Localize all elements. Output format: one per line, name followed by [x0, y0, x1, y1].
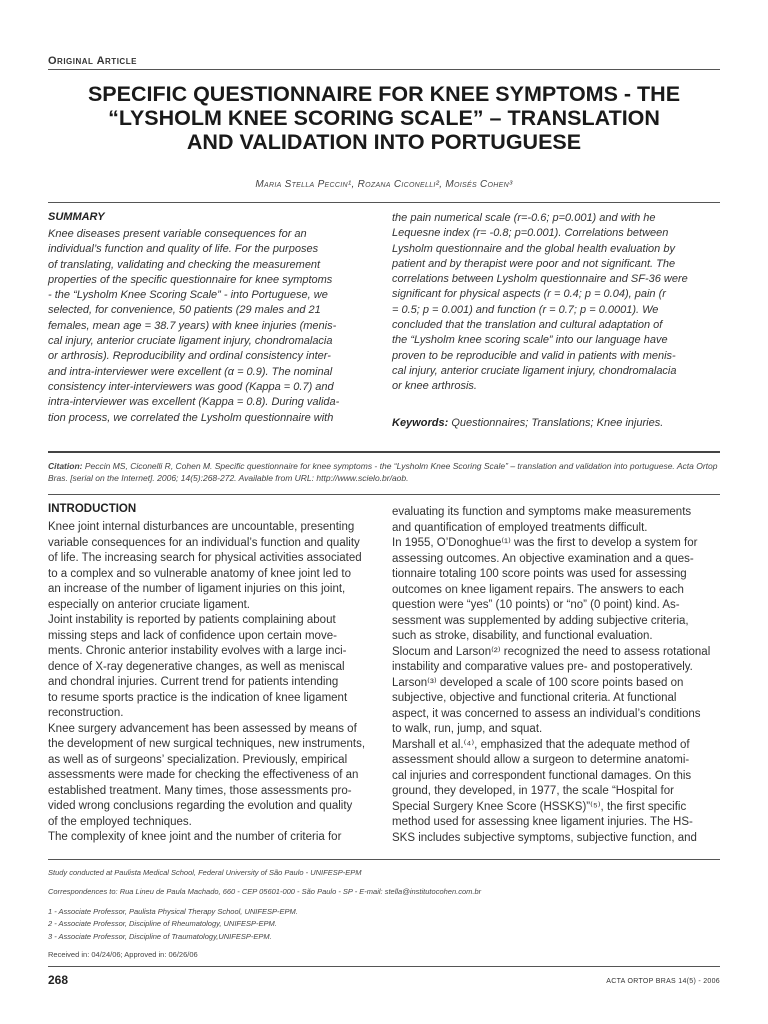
body-line: Marshall et al.⁽⁴⁾, emphasized that the adequate method of — [392, 738, 690, 751]
body-line: variable consequences for an individual’s function and quality — [48, 536, 360, 549]
intro-left-column — [48, 520, 378, 846]
study-note: Study conducted at Paulista Medical School, Federal University of São Paulo - UNIFESP-EPM — [48, 868, 362, 877]
citation-rule — [48, 494, 720, 495]
correspondence-note: Correspondences to: Rua Lineu de Paula Machado, 660 - CEP 05601-000 - São Paulo - SP - E-mail: stella@institutocohen.com.br — [48, 887, 482, 896]
title-line: “LYSHOLM KNEE SCORING SCALE” – TRANSLATION — [108, 106, 660, 130]
body-line: reconstruction. — [48, 707, 124, 719]
article-title — [48, 82, 720, 154]
page-footer-rule — [48, 966, 720, 967]
affiliation-2: 2 - Associate Professor, Discipline of Rheumatology, UNIFESP-EPM. — [48, 919, 277, 928]
body-line: In 1955, O’Donoghue⁽¹⁾ was the first to develop a system for — [392, 537, 698, 549]
body-line: tionnaire totaling 100 score points was used for assessing — [392, 568, 687, 580]
body-line: and quantification of employed treatments difficult. — [392, 521, 648, 534]
affiliation-1: 1 - Associate Professor, Paulista Physical Therapy School, UNIFESP-EPM. — [48, 907, 298, 916]
abstract-line: cal injury, anterior cruciate ligament injury, chondromalacia — [392, 364, 677, 377]
abstract-line: - the “Lysholm Knee Scoring Scale” - into Portuguese, we — [48, 289, 328, 302]
abstract-line: = 0.5; p = 0.001) and function (r = 0.7; p = 0.0001). We — [392, 303, 659, 316]
keywords-label: Keywords: — [392, 417, 449, 429]
body-line: Joint instability is reported by patients complaining about — [48, 614, 336, 626]
body-line: sessment was supplemented by adding subjective criteria, — [392, 614, 689, 627]
body-line: the development of new surgical techniques, new instruments, — [48, 738, 366, 750]
abstract-line: intra-interviewer was excellent (Kappa = 0.8). During valida- — [48, 396, 340, 409]
keywords — [392, 417, 720, 429]
body-line: of the employed techniques. — [48, 815, 192, 828]
abstract-line: selected, for convenience, 50 patients (29 males and 21 — [48, 304, 321, 317]
body-line: cal injuries and correspondent functional damages. On this — [392, 769, 692, 782]
abstract-line: the pain numerical scale (r=-0.6; p=0.001) and with he — [392, 212, 656, 224]
body-line: ments. Chronic anterior instability evolves with a large inci- — [48, 645, 347, 657]
body-line: established treatment. Many times, those assessments pro- — [48, 784, 352, 797]
footer-rule — [48, 859, 720, 860]
body-line: Larson⁽³⁾ developed a scale of 100 score points based on — [392, 676, 684, 689]
body-line: question were “yes” (10 points) or “no” (0 point) kind. As- — [392, 599, 680, 611]
body-line: dence of X-ray degenerative changes, as well as meniscal — [48, 660, 345, 673]
section-heading-introduction: INTRODUCTION — [48, 503, 137, 515]
body-line: instability and comparative values pre- and postoperatively. — [392, 661, 693, 673]
body-line: especially on anterior cruciate ligament. — [48, 598, 250, 611]
abstract-line: females, mean age = 38.7 years) with knee injuries (menis- — [48, 319, 337, 332]
body-line: Slocum and Larson⁽²⁾ recognized the need to assess rotational — [392, 645, 711, 658]
body-line: subjective, objective and functional criteria. At functional — [392, 692, 677, 704]
title-line: AND VALIDATION INTO PORTUGUESE — [186, 130, 582, 154]
abstract-line: individual’s function and quality of life. For the purposes — [48, 243, 319, 256]
abstract-left-column — [48, 227, 376, 426]
body-line: assessment should allow a surgeon to determine anatomi- — [392, 754, 690, 766]
body-line: ground, they developed, in 1977, the scale “Hospital for — [392, 785, 674, 797]
body-line: as well as of surgeons’ specialization. Previously, empirical — [48, 753, 348, 766]
abstract-line: properties of the specific questionnaire for knee symptoms — [48, 273, 333, 286]
header-rule — [48, 69, 720, 70]
body-line: outcomes on knee ligament repairs. The answers to each — [392, 583, 684, 596]
body-line: assessing outcomes. An objective examination and a ques- — [392, 552, 694, 565]
body-line: an increase of the number of ligament injuries on this joint, — [48, 583, 346, 595]
abstract-line: Knee diseases present variable consequences for an — [48, 228, 307, 240]
abstract-line: the “Lysholm knee scoring scale” into our language have — [392, 334, 668, 347]
summary-heading: SUMMARY — [48, 211, 105, 223]
body-line: evaluating its function and symptoms make measurements — [392, 506, 692, 518]
body-line: and chondral injuries. Current trend for patients intending — [48, 676, 339, 688]
affiliation-3: 3 - Associate Professor, Discipline of Traumatology,UNIFESP-EPM. — [48, 932, 272, 941]
body-line: to resume sports practice is the indication of knee ligament — [48, 691, 348, 704]
body-line: assessments were made for checking the effectiveness of an — [48, 769, 359, 781]
abstract-line: or arthrosis). Reproducibility and ordinal consistency inter- — [48, 350, 331, 363]
abstract-line: Lequesne index (r= -0.8; p=0.001). Correlations between — [392, 227, 669, 240]
abstract-line: Lysholm questionnaire and the global health evaluation by — [392, 242, 675, 255]
abstract-line: of translating, validating and checking the measurement — [48, 258, 321, 271]
body-line: vided wrong conclusions regarding the evolution and quality — [48, 800, 353, 812]
body-line: Knee joint internal disturbances are uncountable, presenting — [48, 521, 355, 533]
body-line: Knee surgery advancement has been assessed by means of — [48, 722, 357, 735]
abstract-line: correlations between Lysholm questionnaire and SF-36 were — [392, 273, 688, 286]
received-note: Received in: 04/24/06; Approved in: 06/26/06 — [48, 950, 198, 959]
body-line: method used for assessing knee ligament injuries. The HS- — [392, 816, 693, 828]
abstract-rule — [48, 451, 720, 453]
citation-text: Peccin MS, Ciconelli R, Cohen M. Specific questionnaire for knee symptoms - the “Lysholm Knee Scoring Scale” – translation and validation into portuguese. Acta Ortop Bras. [serial on the Internet]. 2006; 14(5):268-272. Available from URL: http://www.scielo.br/aob. — [48, 461, 718, 483]
body-line: to a complex and so vulnerable anatomy of knee joint led to — [48, 567, 352, 580]
keywords-text: Questionnaires; Translations; Knee injuries. — [451, 417, 664, 429]
journal-reference: ACTA ORTOP BRAS 14(5) - 2006 — [606, 978, 720, 985]
body-line: Special Surgery Knee Score (HSSKS)”⁽⁵⁾, the first specific — [392, 800, 687, 813]
author-list: Maria Stella Peccin¹, Rozana Ciconelli², Moisés Cohen³ — [255, 179, 513, 190]
abstract-right-column — [392, 211, 720, 395]
abstract-line: concluded that the translation and cultural adaptation of — [392, 319, 663, 332]
body-line: of life. The increasing search for physical activities associated — [48, 552, 362, 564]
body-line: SKS includes subjective symptoms, subjective function, and — [392, 831, 697, 844]
abstract-line: consistency inter-interviewers was good (Kappa = 0.7) and — [48, 380, 334, 393]
article-type-label: Original Article — [48, 55, 137, 67]
abstract-line: significant for physical aspects (r = 0.4; p = 0.04), pain (r — [392, 288, 666, 301]
body-line: missing steps and lack of confidence upon certain move- — [48, 629, 337, 642]
abstract-line: cal injury, anterior cruciate ligament injury, chondromalacia — [48, 335, 333, 348]
citation-label: Citation: — [48, 461, 83, 471]
abstract-line: patient and by therapist were poor and not significant. The — [392, 257, 676, 270]
authors-rule — [48, 202, 720, 203]
abstract-line: and intra-interviewer were excellent (α = 0.9). The nominal — [48, 365, 333, 378]
abstract-line: tion process, we correlated the Lysholm questionnaire with — [48, 411, 334, 424]
citation — [48, 460, 720, 484]
body-line: aspect, it was concerned to assess an individual’s conditions — [392, 707, 701, 720]
title-line: SPECIFIC QUESTIONNAIRE FOR KNEE SYMPTOMS - THE — [87, 82, 681, 106]
abstract-line: or knee arthrosis. — [392, 380, 477, 393]
body-line: such as stroke, disability, and functional evaluation. — [392, 630, 653, 642]
body-line: The complexity of knee joint and the number of criteria for — [48, 831, 342, 843]
intro-right-column — [392, 505, 722, 846]
abstract-line: proven to be reproducible and valid in patients with menis- — [392, 349, 676, 362]
page-number: 268 — [48, 973, 69, 987]
body-line: to walk, run, jump, and squat. — [392, 723, 543, 735]
